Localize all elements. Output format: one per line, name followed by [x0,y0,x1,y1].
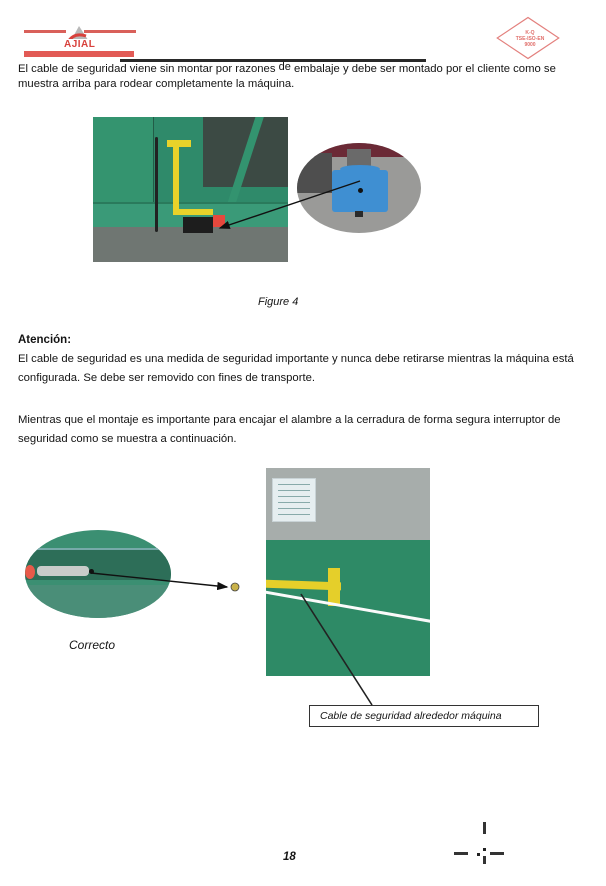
mounting-paragraph: Mientras que el montaje es importante para encajar el alambre a la cerradura de forma segura interruptor de seguridad como se muestra a continuación. [18,414,561,445]
figure5-detail-zoom [25,530,171,618]
stamp-text [503,30,557,48]
logo-text: AJIAL [64,39,96,50]
figure4-machine-photo [93,117,288,262]
intro-text-part1: El cable de seguridad viene sin montar por razones [18,63,279,75]
figure4-detail-zoom [297,143,421,233]
registration-mark-icon [450,822,506,870]
logo-bar-left [24,30,66,33]
stamp-line-2: TSE-ISO-EN [515,36,545,42]
attention-heading: Atención: [18,334,72,346]
figure4-caption: Figure 4 [258,296,299,308]
page-number: 18 [283,851,296,863]
figure5-machine-photo [266,468,430,676]
intro-paragraph [18,62,588,92]
safety-wire [266,589,430,625]
logo-underline [24,51,134,57]
callout-box: Cable de seguridad alrededor máquina [309,705,539,727]
certification-stamp [503,27,557,57]
safety-switch [183,217,213,233]
stamp-line-3: 9000 [524,42,536,48]
machine-label-plate [272,478,316,522]
intro-text-de: de [278,61,291,73]
correct-label: Correcto [69,638,116,652]
intro-text-part2: embalaje y debe ser montado por el cliente como se muestra arriba para rodear completamente la máquina. [18,63,556,90]
company-logo [24,24,136,60]
attention-body: El cable de seguridad es una medida de seguridad importante y nunca debe retirarse mientras la máquina está configurada. Se debe ser removido con fines de transporte. [18,353,574,384]
stamp-line-1: K-Q [525,30,535,36]
